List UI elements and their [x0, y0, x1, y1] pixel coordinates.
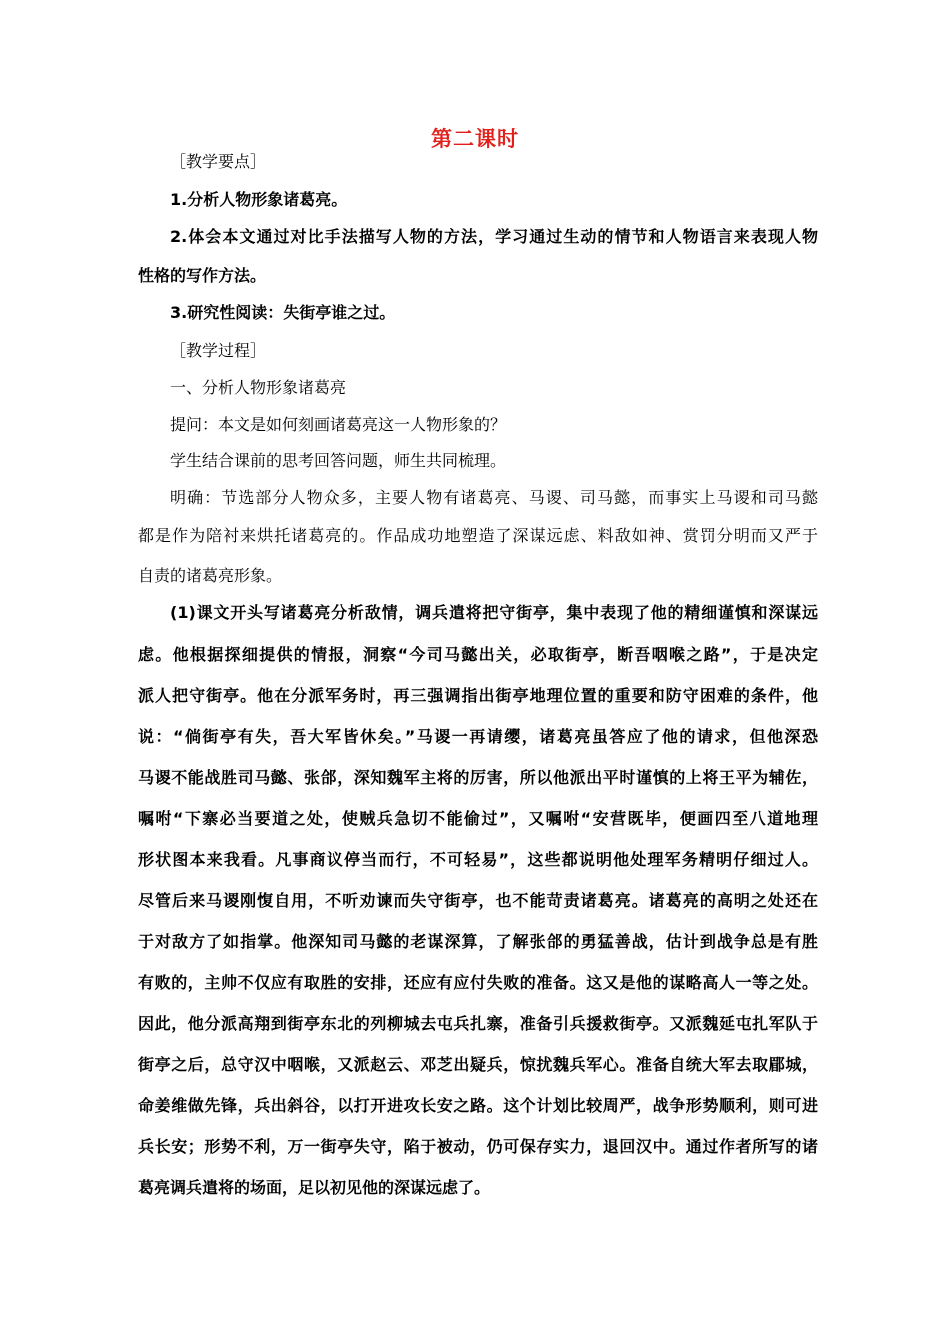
section-heading-key-points: ［教学要点］ [170, 152, 267, 171]
analysis-line-5: 马谡不能战胜司马懿、张郃，深知魏军主将的厉害，所以他派出平时谨慎的上将王平为辅佐， [138, 768, 818, 787]
key-point-2: 2.体会本文通过对比手法描写人物的方法，学习通过生动的情节和人物语言来表现人物 [170, 227, 818, 246]
lesson-title: 第二课时 [431, 127, 519, 151]
analysis-line-15: 葛亮调兵遣将的场面，足以初见他的深谋远虑了。 [138, 1178, 491, 1197]
analysis-line-12: 街亭之后，总守汉中咽喉，又派赵云、邓芝出疑兵，惊扰魏兵军心。准备自统大军去取郿城， [138, 1055, 818, 1074]
analysis-line-13: 命姜维做先锋，兵出斜谷，以打开进攻长安之路。这个计划比较周严，战争形势顺利，则可进 [138, 1096, 818, 1115]
paragraph-discussion: 学生结合课前的思考回答问题，师生共同梳理。 [170, 451, 507, 470]
paragraph-question: 提问：本文是如何刻画诸葛亮这一人物形象的？ [170, 415, 507, 434]
analysis-line-8: 尽管后来马谡刚愎自用，不听劝谏而失守街亭，也不能苛责诸葛亮。诸葛亮的高明之处还在 [138, 891, 818, 910]
analysis-line-4: 说：“倘街亭有失，吾大军皆休矣。”马谡一再请缨，诸葛亮虽答应了他的请求，但他深恐 [138, 727, 818, 746]
paragraph-clarify-line-1: 明确：节选部分人物众多，主要人物有诸葛亮、马谡、司马懿，而事实上马谡和司马懿 [170, 488, 818, 507]
section-heading-process: ［教学过程］ [170, 341, 267, 360]
analysis-line-1: (1)课文开头写诸葛亮分析敌情，调兵遣将把守街亭，集中表现了他的精细谨慎和深谋远 [170, 603, 818, 622]
analysis-line-9: 于对敌方了如指掌。他深知司马懿的老谋深算，了解张郃的勇猛善战，估计到战争总是有胜 [138, 932, 818, 951]
analysis-line-6: 嘱咐“下寨必当要道之处，使贼兵急切不能偷过”，又嘱咐“安营既毕，便画四至八道地理 [138, 809, 818, 828]
analysis-line-10: 有败的，主帅不仅应有取胜的安排，还应有应付失败的准备。这又是他的谋略高人一等之处。 [138, 973, 818, 992]
paragraph-clarify-line-3: 自责的诸葛亮形象。 [138, 566, 283, 585]
key-point-3: 3.研究性阅读：失街亭谁之过。 [170, 303, 396, 322]
analysis-line-3: 派人把守街亭。他在分派军务时，再三强调指出街亭地理位置的重要和防守困难的条件，他 [138, 686, 818, 705]
key-point-1: 1.分析人物形象诸葛亮。 [170, 190, 348, 209]
subheading-analysis: 一、分析人物形象诸葛亮 [170, 378, 347, 397]
key-point-2-cont: 性格的写作方法。 [138, 266, 267, 285]
paragraph-clarify-line-2: 都是作为陪衬来烘托诸葛亮的。作品成功地塑造了深谋远虑、料敌如神、赏罚分明而又严于 [138, 526, 818, 545]
analysis-line-11: 因此，他分派高翔到街亭东北的列柳城去屯兵扎寨，准备引兵援救街亭。又派魏延屯扎军队于 [138, 1014, 818, 1033]
analysis-line-7: 形状图本来我看。凡事商议停当而行，不可轻易”，这些都说明他处理军务精明仔细过人。 [138, 850, 818, 869]
analysis-line-2: 虑。他根据探细提供的情报，洞察“今司马懿出关，必取街亭，断吾咽喉之路”，于是决定 [138, 645, 818, 664]
analysis-line-14: 兵长安；形势不利，万一街亭失守，陷于被动，仍可保存实力，退回汉中。通过作者所写的诸 [138, 1137, 818, 1156]
